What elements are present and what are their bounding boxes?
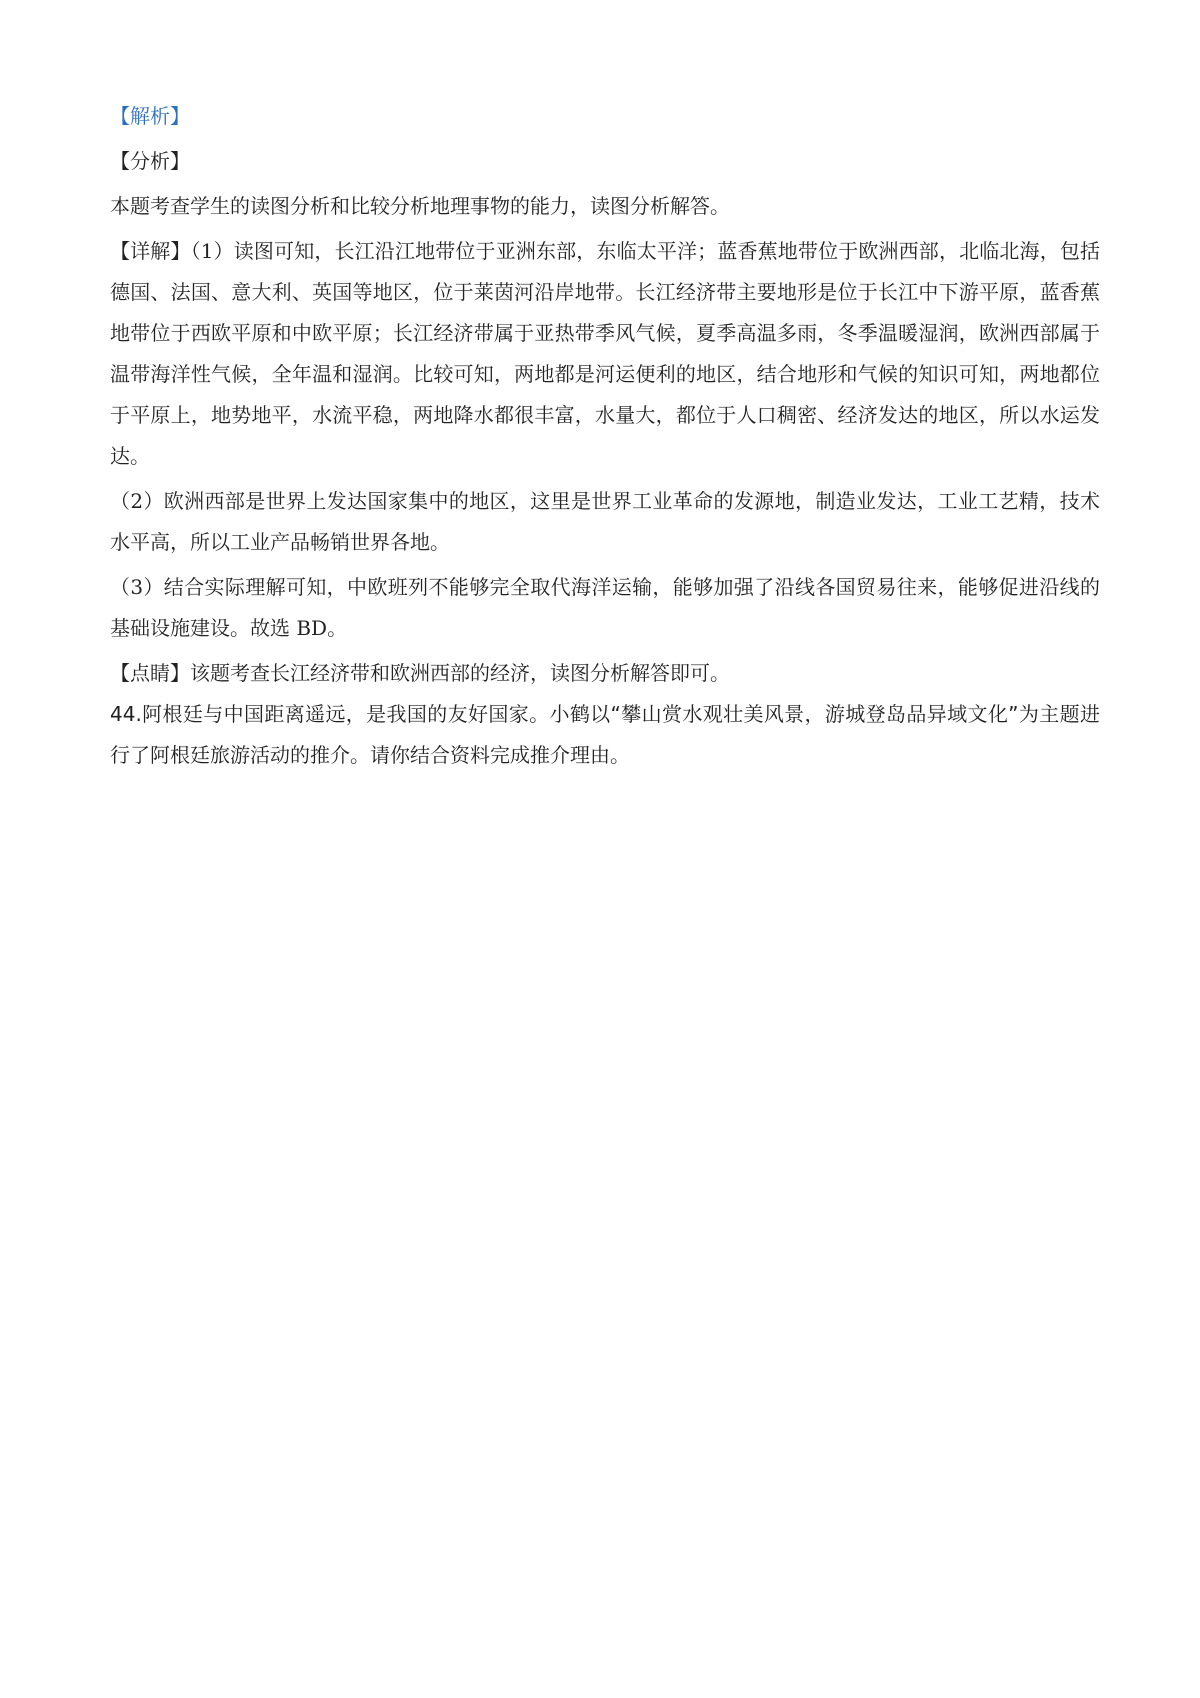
question-44: 44.阿根廷与中国距离遥远，是我国的友好国家。小鹤以“攀山赏水观壮美风景，游城登岛品异域文化”为主题进行了阿根廷旅游活动的推介。请你结合资料完成推介理由。 bbox=[110, 702, 1100, 767]
detail-paragraph-2: （2）欧洲西部是世界上发达国家集中的地区，这里是世界工业革命的发源地，制造业发达，工业工艺精，技术水平高，所以工业产品畅销世界各地。 bbox=[110, 489, 1100, 554]
comment-text: 该题考查长江经济带和欧洲西部的经济，读图分析解答即可。 bbox=[190, 661, 730, 685]
detail-label: 【详解】 bbox=[110, 239, 191, 263]
detail-paragraph-1 bbox=[110, 231, 1100, 477]
analysis-text: 本题考查学生的读图分析和比较分析地理事物的能力，读图分析解答。 bbox=[110, 194, 730, 218]
detail-paragraph-3: （3）结合实际理解可知，中欧班列不能够完全取代海洋运输，能够加强了沿线各国贸易往来，能够促进沿线的基础设施建设。故选 BD。 bbox=[110, 575, 1100, 640]
detail-text-1: （1）读图可知，长江沿江地带位于亚洲东部，东临太平洋；蓝香蕉地带位于欧洲西部，北临北海，包括德国、法国、意大利、英国等地区，位于莱茵河沿岸地带。长江经济带主要地形是位于长江中下游平原，蓝香蕉地带位于西欧平原和中欧平原；长江经济带属于亚热带季风气候，夏季高温多雨，冬季温暖湿润，欧洲西部属于温带海洋性气候，全年温和湿润。比较可知，两地都是河运便利的地区，结合地形和气候的知识可知，两地都位于平原上，地势地平，水流平稳，两地降水都很丰富，水量大，都位于人口稠密、经济发达的地区，所以水运发达。 bbox=[110, 239, 1100, 468]
analysis-heading: 【解析】 bbox=[110, 104, 190, 128]
analysis-subheading: 【分析】 bbox=[110, 149, 190, 173]
document-content bbox=[110, 96, 1100, 776]
comment-label: 【点睛】 bbox=[110, 661, 190, 685]
comment-paragraph bbox=[110, 653, 1100, 694]
